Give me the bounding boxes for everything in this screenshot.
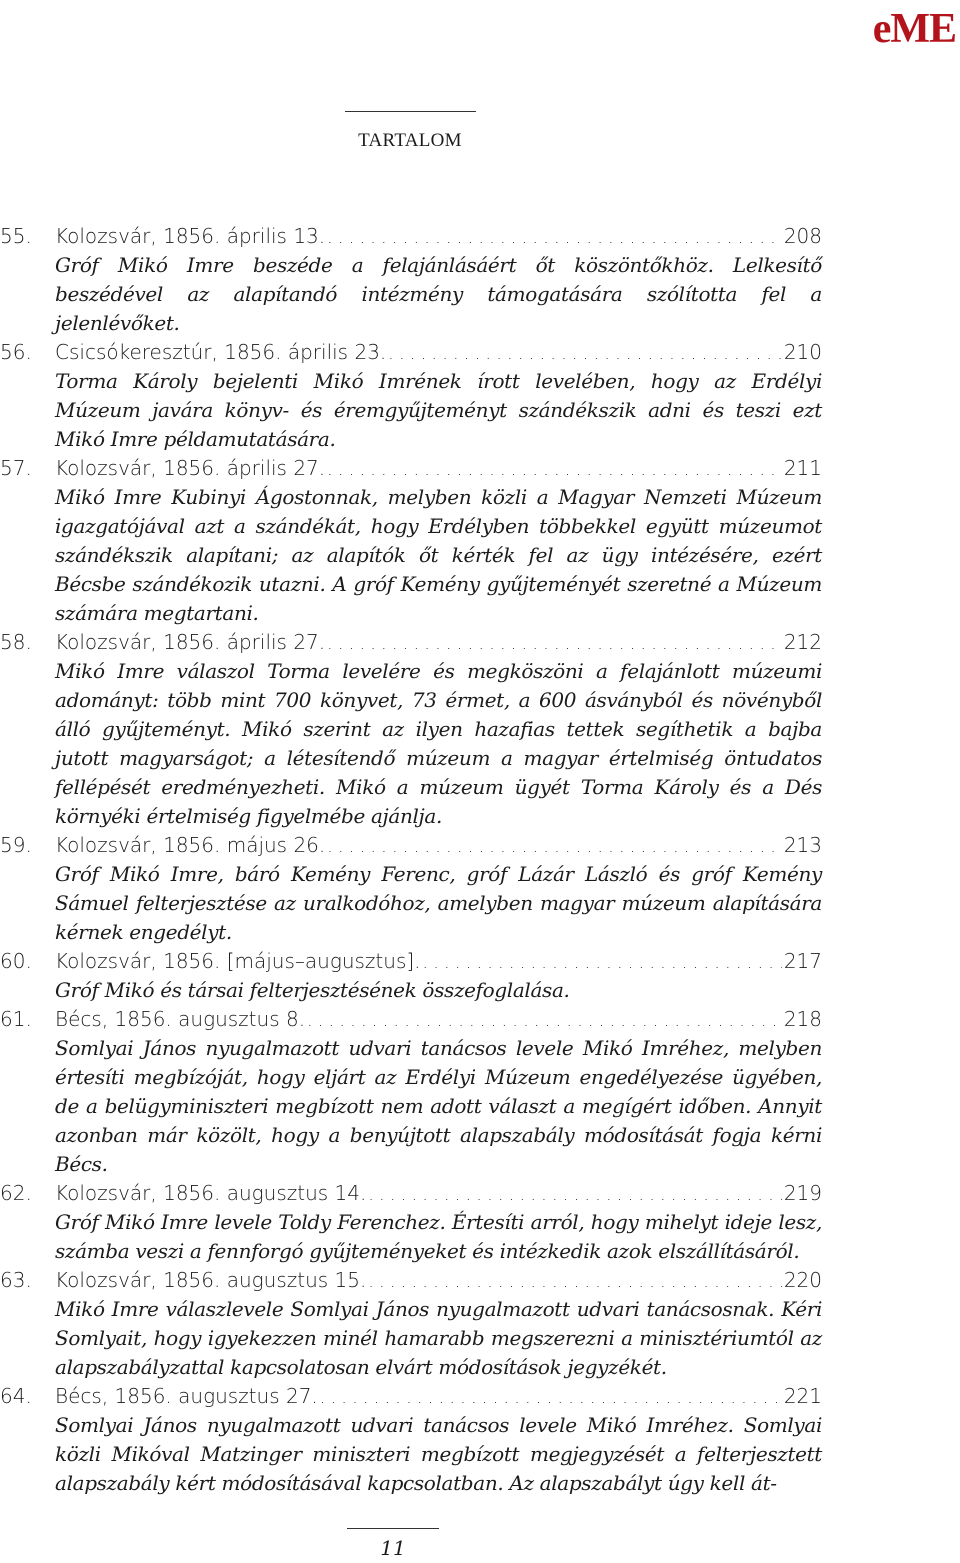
entry-description: Gróf Mikó és társai felterjesztésének összefoglalása. — [55, 978, 570, 1002]
toc-entry — [0, 1179, 822, 1266]
footer-rule — [347, 1528, 439, 1529]
toc-entry — [0, 1382, 822, 1498]
entry-page-number: 217 — [783, 949, 822, 973]
entry-place-date: Kolozsvár, 1856. április 13. — [55, 224, 326, 248]
entry-description: Mikó Imre válaszol Torma levelére és megköszöni a felajánlott múzeumi adományt: több mint 700 könyvet, 73 érmet, a 600 ásványból és növényből álló gyűjteményt. Mikó szerint az ilyen hazafias tettek segíthetik a bajba jutott magyarságot; a létesítendő múzeum a magyar értelmiség öntudatos fellépését eredményezheti. Mikó a múzeum ügyét Torma Károly és a Dés környéki értelmiség figyelmébe ajánlja. — [55, 659, 822, 828]
toc-entry — [0, 628, 822, 831]
entry-number: 64. — [0, 1384, 32, 1408]
entry-description: Torma Károly bejelenti Mikó Imrének írott levelében, hogy az Erdélyi Múzeum javára könyv- és éremgyűjteményt szándékszik adni és teszi ezt Mikó Imre példamutatására. — [55, 369, 822, 451]
dot-leader — [320, 1384, 782, 1413]
entry-number: 58. — [0, 630, 32, 654]
entry-number: 55. — [0, 224, 32, 248]
toc-entry-head — [0, 338, 822, 367]
dot-leader — [327, 456, 782, 485]
toc-entry-head — [0, 1266, 822, 1295]
entry-description: Gróf Mikó Imre beszéde a felajánlásáért őt köszöntőkhöz. Lelkesítő beszédével az alapítandó intézmény támogatására szólította fel a jelenlévőket. — [55, 253, 822, 335]
toc-entry-head — [0, 1005, 822, 1034]
entry-place-date: Kolozsvár, 1856. [május–augusztus]. — [55, 949, 421, 973]
toc-entry-head — [0, 1382, 822, 1411]
dot-leader — [307, 1007, 782, 1036]
entry-place-date: Kolozsvár, 1856. augusztus 15. — [55, 1268, 367, 1292]
toc-entry — [0, 222, 822, 338]
entry-description: Somlyai János nyugalmazott udvari tanácsos levele Mikó Imréhez, melyben értesíti megbízóját, hogy eljárt az Erdélyi Múzeum engedélyezése ügyében, de a belügyminiszteri megbízott nem adott választ a megígért időben. Annyit azonban már közölt, hogy a benyújtott alapszabály módosítását fogja kérni Bécs. — [55, 1036, 822, 1176]
entry-page-number: 219 — [783, 1181, 822, 1205]
publisher-logo: eME — [872, 6, 956, 52]
toc-entry-head — [0, 831, 822, 860]
entry-page-number: 213 — [783, 833, 822, 857]
dot-leader — [388, 340, 782, 369]
toc-entry — [0, 947, 822, 1005]
toc-entry-head — [0, 628, 822, 657]
toc-entry — [0, 831, 822, 947]
entry-number: 63. — [0, 1268, 32, 1292]
header-rule — [345, 111, 476, 112]
dot-leader — [368, 1268, 781, 1297]
page-title-text: TARTALOM — [358, 130, 462, 151]
entry-place-date: Kolozsvár, 1856. augusztus 14. — [55, 1181, 367, 1205]
entry-description: Mikó Imre válaszlevele Somlyai János nyugalmazott udvari tanácsosnak. Kéri Somlyait, hogy igyekezzen minél hamarabb megszerezni a minisztériumtól az alapszabályzattal kapcsolatosan elvárt módosítások jegyzékét. — [55, 1297, 822, 1379]
dot-leader — [368, 1181, 781, 1210]
entry-description: Gróf Mikó Imre levele Toldy Ferenchez. Értesíti arról, hogy mihelyt ideje lesz, számba veszi a fennforgó gyűjteményeket és intézkedik azok elszállításáról. — [55, 1210, 822, 1263]
entry-place-date: Kolozsvár, 1856. április 27. — [55, 630, 326, 654]
entry-number: 59. — [0, 833, 32, 857]
entry-number: 60. — [0, 949, 32, 973]
entry-number: 56. — [0, 340, 32, 364]
entry-page-number: 212 — [783, 630, 822, 654]
entry-place-date: Kolozsvár, 1856. április 27. — [55, 456, 326, 480]
toc-entry — [0, 1266, 822, 1382]
page-number: 11 — [380, 1536, 406, 1560]
dot-leader — [423, 949, 782, 978]
entry-number: 61. — [0, 1007, 32, 1031]
entry-page-number: 210 — [783, 340, 822, 364]
dot-leader — [327, 224, 782, 253]
page-title — [0, 130, 820, 152]
entry-page-number: 218 — [783, 1007, 822, 1031]
entry-page-number: 211 — [783, 456, 822, 480]
entry-description: Somlyai János nyugalmazott udvari tanácsos levele Mikó Imréhez. Somlyai közli Mikóval Matzinger miniszteri megbízott megjegyzését a felterjesztett alapszabály kért módosításával kapcsolatban. Az alapszabályt úgy kell át- — [55, 1413, 822, 1495]
toc-entry-head — [0, 947, 822, 976]
entry-place-date: Csicsókeresztúr, 1856. április 23. — [55, 340, 387, 364]
toc-list — [0, 222, 822, 1498]
entry-description: Gróf Mikó Imre, báró Kemény Ferenc, gróf Lázár László és gróf Kemény Sámuel felterjesztése az uralkodóhoz, amelyben magyar múzeum alapítására kérnek engedélyt. — [55, 862, 822, 944]
entry-place-date: Bécs, 1856. augusztus 27. — [55, 1384, 318, 1408]
toc-entry-head — [0, 222, 822, 251]
toc-entry — [0, 1005, 822, 1179]
entry-page-number: 220 — [783, 1268, 822, 1292]
entry-place-date: Bécs, 1856. augusztus 8. — [55, 1007, 306, 1031]
entry-page-number: 221 — [783, 1384, 822, 1408]
entry-number: 62. — [0, 1181, 32, 1205]
toc-entry — [0, 454, 822, 628]
dot-leader — [327, 630, 782, 659]
entry-page-number: 208 — [783, 224, 822, 248]
entry-number: 57. — [0, 456, 32, 480]
toc-entry — [0, 338, 822, 454]
entry-description: Mikó Imre Kubinyi Ágostonnak, melyben közli a Magyar Nemzeti Múzeum igazgatójával azt a szándékát, hogy Erdélyben többekkel együtt múzeumot szándékszik alapítani; az alapítók őt kérték fel az ügy intézésére, ezért Bécsbe szándékozik utazni. A gróf Kemény gyűjteményét szeretné a Múzeum számára megtartani. — [55, 485, 822, 625]
toc-entry-head — [0, 454, 822, 483]
entry-place-date: Kolozsvár, 1856. május 26. — [55, 833, 326, 857]
toc-entry-head — [0, 1179, 822, 1208]
dot-leader — [327, 833, 782, 862]
